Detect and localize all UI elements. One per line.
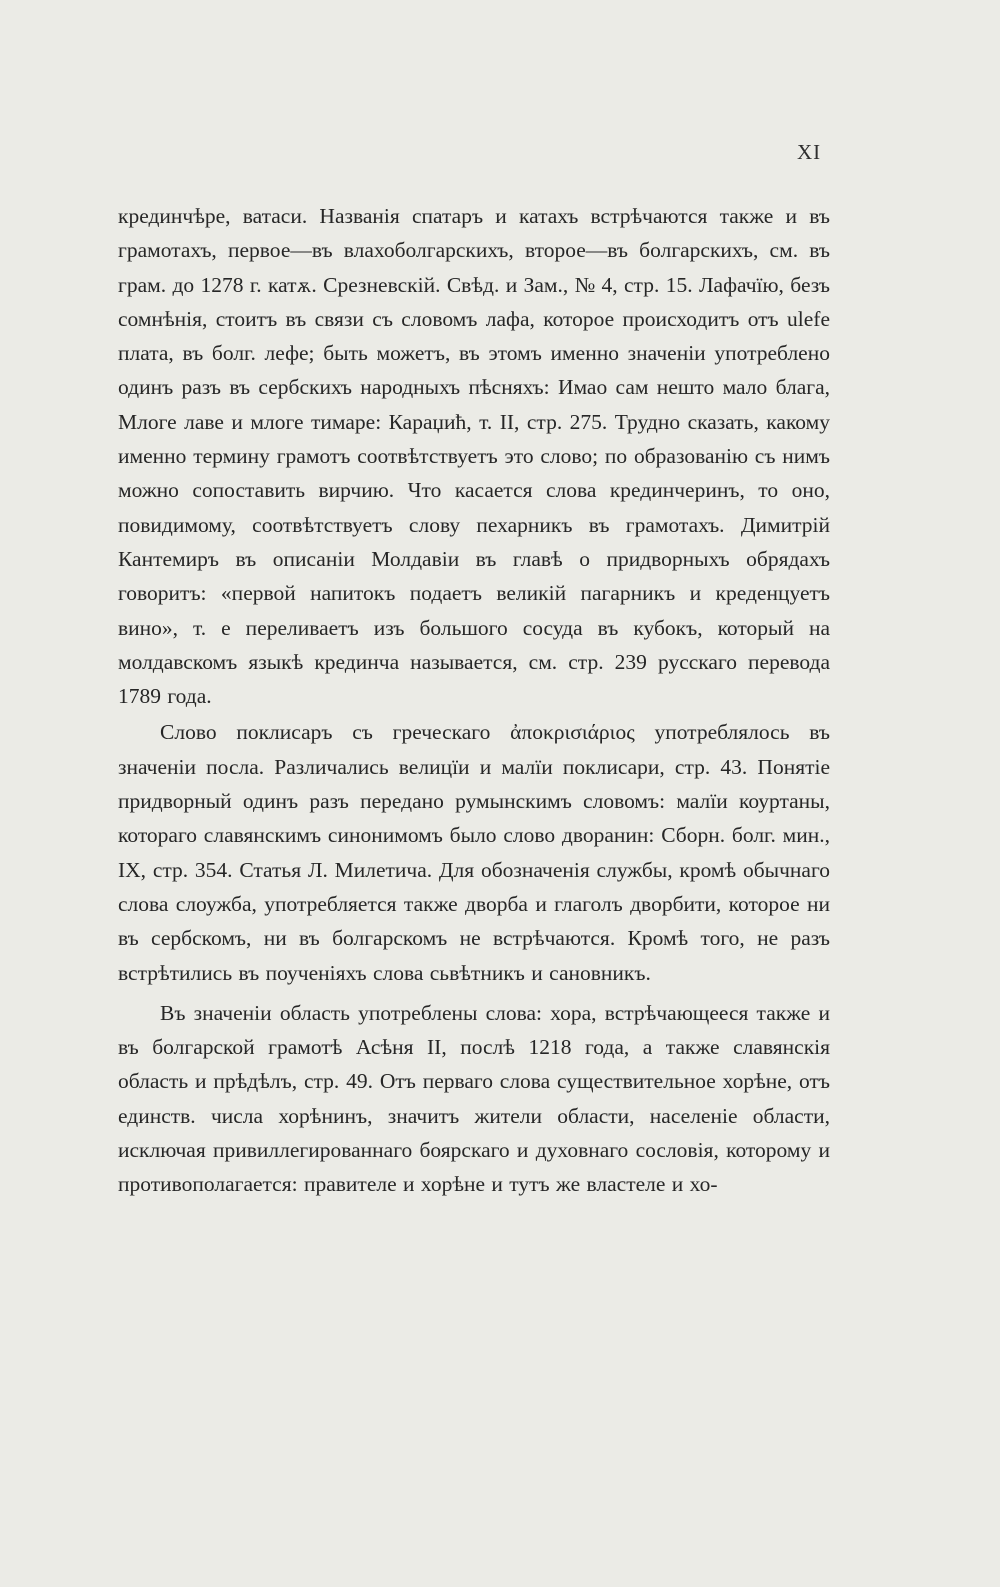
page-number: XI (797, 140, 822, 164)
paragraph-3: Въ значеніи область употреблены слова: хора, встрѣчающееся также и въ болгарской грамотѣ Асѣня II, послѣ 1218 года, а также славянскія область и прѣдѣлъ, стр. 49. Отъ перваго слова существительное хорѣне, отъ единств. числа хорѣнинъ, значитъ жители области, населеніе области, исключая привиллегированнаго боярскаго и духовнаго сословія, которому и противополагается: правителе и хорѣне и тутъ же властеле и хо- (118, 1000, 830, 1197)
paragraph-2: Слово поклисаръ съ греческаго ἀποκρισιάριος употреблялось въ значеніи посла. Различались велицїи и малїи поклисари, стр. 43. Понятіе придворный одинъ разъ передано румынскимъ словомъ: малїи коуртаны, котораго славянскимъ синонимомъ было слово дворанин: Сборн. болг. мин., IX, стр. 354. Статья Л. Милетича. Для обозначенія службы, кромѣ обычнаго слова слоужба, употребляется также дворба и глаголъ дворбити, которое ни въ сербскомъ, ни въ болгарскомъ не встрѣчаются. Кромѣ того, не разъ встрѣтились въ поученіяхъ слова сьвѣтникъ и сановникъ. (118, 720, 830, 985)
paragraph-1: крединчѣре, ватаси. Названія спатаръ и катахъ встрѣчаются также и въ грамотахъ, первое—въ влахоболгарскихъ, второе—въ болгарскихъ, см. въ грам. до 1278 г. катѫ. Срезневскій. Свѣд. и Зам., № 4, стр. 15. Лафачїю, безъ сомнѣнія, стоитъ въ связи съ словомъ лафа, которое происходитъ отъ ulefe плата, въ болг. лефе; быть можетъ, въ этомъ именно значеніи употреблено одинъ разъ въ сербскихъ народныхъ пѣсняхъ: Имао сам нешто мало блага, Млоге лаве и млоге тимаре: Караџић, т. II, стр. 275. Трудно сказать, какому именно термину грамотъ соотвѣтствуетъ это слово; по образованію съ нимъ можно сопоставить вирчию. Что касается слова крединчеринъ, то оно, повидимому, соотвѣтствуетъ слову пехарникъ въ грамотахъ. Димитрій Кантемиръ въ описаніи Молдавіи въ главѣ о придворныхъ обрядахъ говоритъ: «первой напитокъ подаетъ великій пагарникъ и креденцуетъ вино», т. е переливаетъ изъ большого сосуда въ кубокъ, который на молдавскомъ языкѣ крединча называется, см. стр. 239 русскаго перевода 1789 года. (118, 204, 830, 709)
body-text (118, 199, 830, 1202)
